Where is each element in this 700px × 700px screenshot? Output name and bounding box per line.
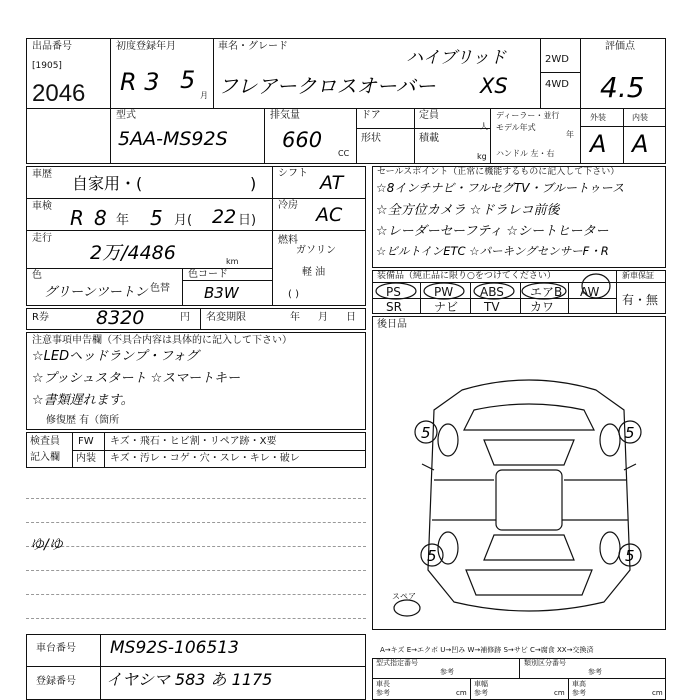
equip-aw: AW bbox=[580, 285, 600, 299]
model-year-label: モデル年式 bbox=[496, 123, 536, 132]
equip-abs: ABS bbox=[480, 285, 504, 299]
width-label: 車幅 bbox=[474, 680, 488, 688]
divider bbox=[272, 230, 366, 231]
designation-ref: 参考 bbox=[440, 668, 454, 676]
car-wheel bbox=[600, 532, 620, 564]
sales-points-label: セールスポイント（正常に機能するものに記入して下さい） bbox=[377, 167, 620, 177]
divider bbox=[414, 108, 415, 164]
handle-label: ハンドル 左・右 bbox=[496, 149, 555, 158]
plate-label: 登録番号 bbox=[36, 676, 76, 687]
load-unit: kg bbox=[477, 152, 487, 161]
sales-point-line: ☆レーダーセーフティ ☆シートヒーター bbox=[376, 224, 609, 239]
history-close: ) bbox=[250, 174, 257, 193]
damage-legend: A→キズ E→エクボ U→凹み W→補修跡 S→サビ C→腐食 XX→交換済 bbox=[380, 646, 594, 654]
equip-pw: PW bbox=[434, 285, 454, 299]
inspector-interior-items: キズ・汚レ・コゲ・穴・スレ・キレ・破レ bbox=[110, 453, 300, 464]
divider bbox=[26, 268, 272, 269]
divider bbox=[568, 678, 569, 700]
mileage-unit: km bbox=[226, 257, 239, 266]
car-windshield bbox=[484, 440, 574, 465]
blank-line bbox=[26, 498, 366, 499]
equip-airbag: エアB bbox=[530, 285, 563, 299]
chassis-number: MS92S-106513 bbox=[110, 638, 239, 658]
length-unit: cm bbox=[456, 689, 467, 697]
blank-line bbox=[26, 618, 366, 619]
color-label: 色 bbox=[32, 270, 42, 281]
circle-mark bbox=[582, 274, 610, 298]
circle-mark bbox=[424, 283, 464, 299]
capacity-unit: 人 bbox=[480, 122, 488, 131]
month-unit: 月 bbox=[200, 91, 208, 100]
interior-label: 内装 bbox=[632, 113, 648, 122]
displacement-label: 排気量 bbox=[270, 110, 300, 121]
color-value: グリーンツートン bbox=[44, 285, 148, 300]
shape-label: 形状 bbox=[361, 133, 381, 144]
length-label: 車長 bbox=[376, 680, 390, 688]
circle-mark bbox=[522, 283, 566, 299]
inspection-year-unit: 年 bbox=[116, 213, 130, 228]
sales-point-line: ☆全方位カメラ ☆ドラレコ前後 bbox=[376, 203, 560, 218]
new-car-warranty-label: 新車保証 bbox=[622, 271, 654, 280]
new-car-warranty: 有・無 bbox=[622, 293, 659, 307]
first-reg-month: 5 bbox=[180, 66, 196, 94]
mileage-label: 走行 bbox=[32, 233, 52, 244]
name-change-month: 月 bbox=[318, 312, 328, 323]
sales-point-line: ☆8インチナビ・フルセグTV・ブルートゥース bbox=[376, 181, 625, 195]
name-change-label: 名変期限 bbox=[206, 312, 246, 323]
circle-mark bbox=[474, 283, 514, 299]
damage-mark: 5 bbox=[421, 424, 431, 442]
inspector-fw: FW bbox=[78, 436, 94, 447]
post-install-label: 後日品 bbox=[377, 319, 407, 330]
equipment-circles bbox=[372, 270, 666, 314]
door-label: ドア bbox=[361, 110, 381, 121]
damage-mark: 5 bbox=[625, 424, 635, 442]
mileage-value: 2万/4486 bbox=[90, 242, 176, 264]
model-label: 型式 bbox=[116, 110, 136, 121]
inspector-fw-items: キズ・飛石・ヒビ割・リペア跡・X要 bbox=[110, 436, 277, 447]
divider bbox=[213, 38, 214, 108]
divider bbox=[356, 108, 357, 164]
divider bbox=[182, 268, 183, 306]
inspector-interior: 内装 bbox=[76, 453, 96, 464]
car-outline bbox=[428, 380, 630, 611]
divider bbox=[580, 126, 666, 127]
recycle-label: R券 bbox=[32, 312, 49, 323]
equip-sr: SR bbox=[386, 300, 402, 314]
divider bbox=[110, 108, 580, 109]
divider bbox=[110, 38, 111, 164]
fuel-diesel: 軽 油 bbox=[302, 267, 326, 278]
blank-line bbox=[26, 546, 366, 547]
exterior-grade: A bbox=[590, 130, 607, 158]
repair-history-label: 修復歴 有（箇所 bbox=[46, 415, 120, 426]
fuel-paren: ( ) bbox=[288, 289, 299, 300]
blank-line bbox=[26, 570, 366, 571]
aircon-value: AC bbox=[316, 204, 343, 226]
divider bbox=[182, 280, 272, 281]
plate-number: イヤシマ 583 あ 1175 bbox=[106, 670, 273, 689]
car-hood bbox=[464, 404, 594, 430]
shift-value: AT bbox=[320, 172, 344, 194]
divider bbox=[100, 634, 101, 700]
car-trunk bbox=[466, 570, 592, 595]
shift-label: シフト bbox=[278, 168, 308, 179]
divider bbox=[264, 108, 265, 164]
lot-number: 2046 bbox=[32, 80, 86, 107]
designation-label: 型式指定番号 bbox=[376, 659, 418, 667]
drive-2wd: 2WD bbox=[545, 54, 569, 65]
car-name: フレアークロスオーバー bbox=[218, 74, 436, 98]
divider bbox=[72, 450, 366, 451]
name-change-year: 年 bbox=[290, 312, 300, 323]
inspector-scribble: ゆ/ゆ bbox=[30, 537, 63, 553]
drive-4wd: 4WD bbox=[545, 79, 569, 90]
hybrid-text: ハイブリッド bbox=[406, 48, 507, 68]
width-unit: cm bbox=[554, 689, 565, 697]
inspection-year: 8 bbox=[94, 206, 107, 230]
equip-navi: ナビ bbox=[434, 300, 459, 314]
car-roof bbox=[496, 470, 562, 530]
inspection-day-unit: 日) bbox=[238, 213, 257, 228]
grade: XS bbox=[480, 74, 508, 98]
color-code: B3W bbox=[204, 284, 239, 302]
damage-mark: 5 bbox=[427, 547, 437, 565]
divider bbox=[580, 38, 581, 164]
height-label: 車高 bbox=[572, 680, 586, 688]
chassis-label: 車台番号 bbox=[36, 643, 76, 654]
note-line: ☆書類遅れます。 bbox=[32, 393, 134, 408]
inspection-month-unit: 月( bbox=[174, 213, 193, 228]
first-reg-label: 初度登録年月 bbox=[116, 41, 176, 52]
length-ref: 参考 bbox=[376, 689, 390, 697]
spare-tire-icon bbox=[392, 598, 422, 618]
spare-label: スペア bbox=[392, 592, 416, 601]
divider bbox=[490, 108, 491, 164]
cc-unit: CC bbox=[338, 149, 350, 158]
divider bbox=[200, 308, 201, 330]
inspector-label: 記入欄 bbox=[30, 452, 60, 463]
height-ref: 参考 bbox=[572, 689, 586, 697]
car-diagram bbox=[404, 370, 654, 620]
category-ref: 参考 bbox=[588, 668, 602, 676]
divider bbox=[540, 72, 580, 73]
car-wheel bbox=[600, 424, 620, 456]
notes-label: 注意事項申告欄（不具合内容は具体的に記入して下さい） bbox=[32, 335, 292, 346]
divider bbox=[26, 666, 366, 667]
divider bbox=[26, 108, 110, 109]
car-name-label: 車名・グレード bbox=[218, 41, 288, 52]
score-label: 評価点 bbox=[605, 41, 635, 52]
recycle-value: 8320 bbox=[96, 307, 145, 329]
inspection-day: 22 bbox=[212, 206, 237, 228]
lot-label: 出品番号 bbox=[32, 41, 72, 52]
name-change-day: 日 bbox=[346, 312, 356, 323]
capacity-label: 定員 bbox=[419, 110, 439, 121]
recycle-row bbox=[26, 308, 366, 330]
lot-code: [1905] bbox=[32, 61, 62, 71]
first-reg-year: R 3 bbox=[120, 68, 160, 96]
car-rear-window bbox=[484, 535, 574, 560]
recycle-unit: 円 bbox=[180, 312, 190, 323]
width-ref: 参考 bbox=[474, 689, 488, 697]
divider bbox=[519, 658, 520, 678]
aircon-label: 冷房 bbox=[278, 200, 298, 211]
model-value: 5AA-MS92S bbox=[118, 128, 228, 150]
displacement-value: 660 bbox=[282, 128, 323, 152]
color-code-label: 色コード bbox=[188, 269, 228, 280]
blank-line bbox=[26, 522, 366, 523]
note-line: ☆LEDヘッドランプ・フォグ bbox=[32, 349, 199, 364]
car-wheel bbox=[438, 424, 458, 456]
divider bbox=[26, 198, 366, 199]
divider bbox=[623, 108, 624, 164]
sales-point-line: ☆ビルトインETC ☆パーキングセンサーF・R bbox=[376, 244, 609, 258]
inspector-label: 検査員 bbox=[30, 436, 60, 447]
color-change-label: 色替 bbox=[150, 283, 170, 294]
divider bbox=[356, 128, 490, 129]
history-label: 車歴 bbox=[32, 169, 52, 180]
equip-ps: PS bbox=[386, 285, 401, 299]
interior-grade: A bbox=[632, 130, 649, 158]
inspection-label: 車検 bbox=[32, 201, 52, 212]
fuel-gas: ガソリン bbox=[296, 245, 336, 256]
divider bbox=[26, 230, 272, 231]
load-label: 積載 bbox=[419, 133, 439, 144]
divider bbox=[540, 38, 541, 108]
exterior-label: 外装 bbox=[590, 113, 606, 122]
note-line: ☆プッシュスタート ☆スマートキー bbox=[32, 371, 241, 386]
damage-mark: 5 bbox=[625, 547, 635, 565]
height-unit: cm bbox=[652, 689, 663, 697]
divider bbox=[272, 166, 273, 306]
circle-mark bbox=[376, 283, 416, 299]
inspection-prefix: R bbox=[70, 206, 84, 230]
divider bbox=[372, 678, 666, 679]
equip-tv: TV bbox=[484, 300, 500, 314]
year-unit: 年 bbox=[566, 130, 574, 139]
inspection-month: 5 bbox=[150, 206, 163, 230]
dealer-label: ディーラー・並行 bbox=[496, 111, 560, 120]
fuel-label: 燃料 bbox=[278, 235, 298, 246]
blank-line bbox=[26, 594, 366, 595]
equip-leather: カワ bbox=[530, 300, 555, 314]
divider bbox=[470, 678, 471, 700]
category-label: 類別区分番号 bbox=[524, 659, 566, 667]
history-value: 自家用・( bbox=[72, 174, 143, 193]
score-value: 4.5 bbox=[600, 71, 645, 104]
equipment-label: 装備品（純正品に限り○をつけてください） bbox=[377, 271, 556, 281]
